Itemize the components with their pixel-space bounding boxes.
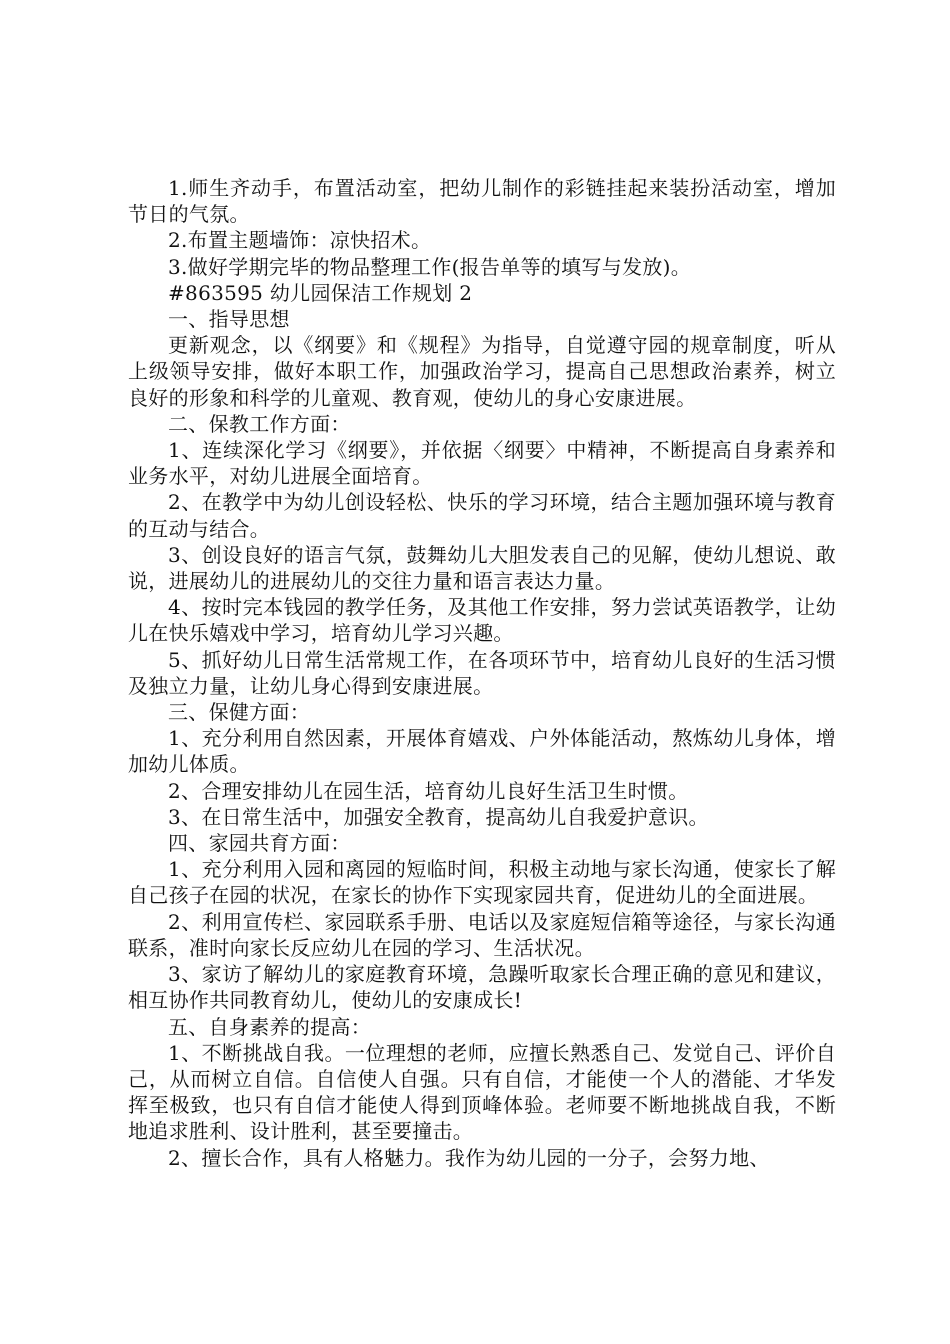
paragraph: 5、抓好幼儿日常生活常规工作，在各项环节中，培育幼儿良好的生活习惯及独立力量，让幼儿身心得到安康进展。 [128,647,836,698]
paragraph: 2、在教学中为幼儿创设轻松、快乐的学习环境，结合主题加强环境与教育的互动与结合。 [128,490,836,541]
paragraph: 3、创设良好的语言气氛，鼓舞幼儿大胆发表自己的见解，使幼儿想说、敢说，进展幼儿的进展幼儿的交往力量和语言表达力量。 [128,542,836,594]
paragraph: 2、利用宣传栏、家园联系手册、电话以及家庭短信箱等途径，与家长沟通联系，准时向家长反应幼儿在园的学习、生活状况。 [128,909,836,960]
paragraph: 更新观念，以《纲要》和《规程》为指导，自觉遵守园的规章制度，听从上级领导安排，做好本职工作，加强政治学习，提高自己思想政治素养，树立良好的形象和科学的儿童观、教育观，使幼儿的身心安康进展。 [128,333,836,410]
paragraph: 1、充分利用自然因素，开展体育嬉戏、户外体能活动，熬炼幼儿身体，增加幼儿体质。 [128,726,836,777]
heading: 三、保健方面： [168,700,311,725]
paragraph: 1、充分利用入园和离园的短临时间，积极主动地与家长沟通，使家长了解自己孩子在园的状况，在家长的协作下实现家园共育，促进幼儿的全面进展。 [128,857,836,908]
paragraph: 2、擅长合作，具有人格魅力。我作为幼儿园的一分子，会努力地、 [168,1145,770,1170]
document-body [128,175,836,1171]
paragraph: 3、在日常生活中，加强安全教育，提高幼儿自我爱护意识。 [168,804,709,829]
paragraph: 2.布置主题墙饰：凉快招术。 [168,228,432,253]
heading: 二、保教工作方面： [168,411,351,436]
heading: 一、指导思想 [168,307,290,332]
paragraph: 3.做好学期完毕的物品整理工作(报告单等的填写与发放)。 [168,254,692,279]
paragraph: 4、按时完本钱园的教学任务，及其他工作安排，努力尝试英语教学，让幼儿在快乐嬉戏中学习，培育幼儿学习兴趣。 [128,595,836,646]
section-title: #863595 幼儿园保洁工作规划 2 [168,280,473,305]
paragraph: 1、不断挑战自我。一位理想的老师，应擅长熟悉自己、发觉自己、评价自己，从而树立自信。自信使人自强。只有自信，才能使一个人的潜能、才华发挥至极致，也只有自信才能使人得到顶峰体验。老师要不断地挑战自我，不断地追求胜利、设计胜利，甚至要撞击。 [128,1040,836,1144]
paragraph: 1.师生齐动手，布置活动室，把幼儿制作的彩链挂起来装扮活动室，增加节日的气氛。 [128,176,836,227]
paragraph: 1、连续深化学习《纲要》，并依据〈纲要〉中精神，不断提高自身素养和业务水平，对幼儿进展全面培育。 [128,438,836,489]
paragraph: 3、家访了解幼儿的家庭教育环境，急躁听取家长合理正确的意见和建议，相互协作共同教育幼儿，使幼儿的安康成长! [128,962,836,1013]
heading: 四、家园共育方面： [168,831,351,856]
paragraph: 2、合理安排幼儿在园生活，培育幼儿良好生活卫生时惯。 [168,778,689,803]
heading: 五、自身素养的提高： [168,1014,371,1039]
